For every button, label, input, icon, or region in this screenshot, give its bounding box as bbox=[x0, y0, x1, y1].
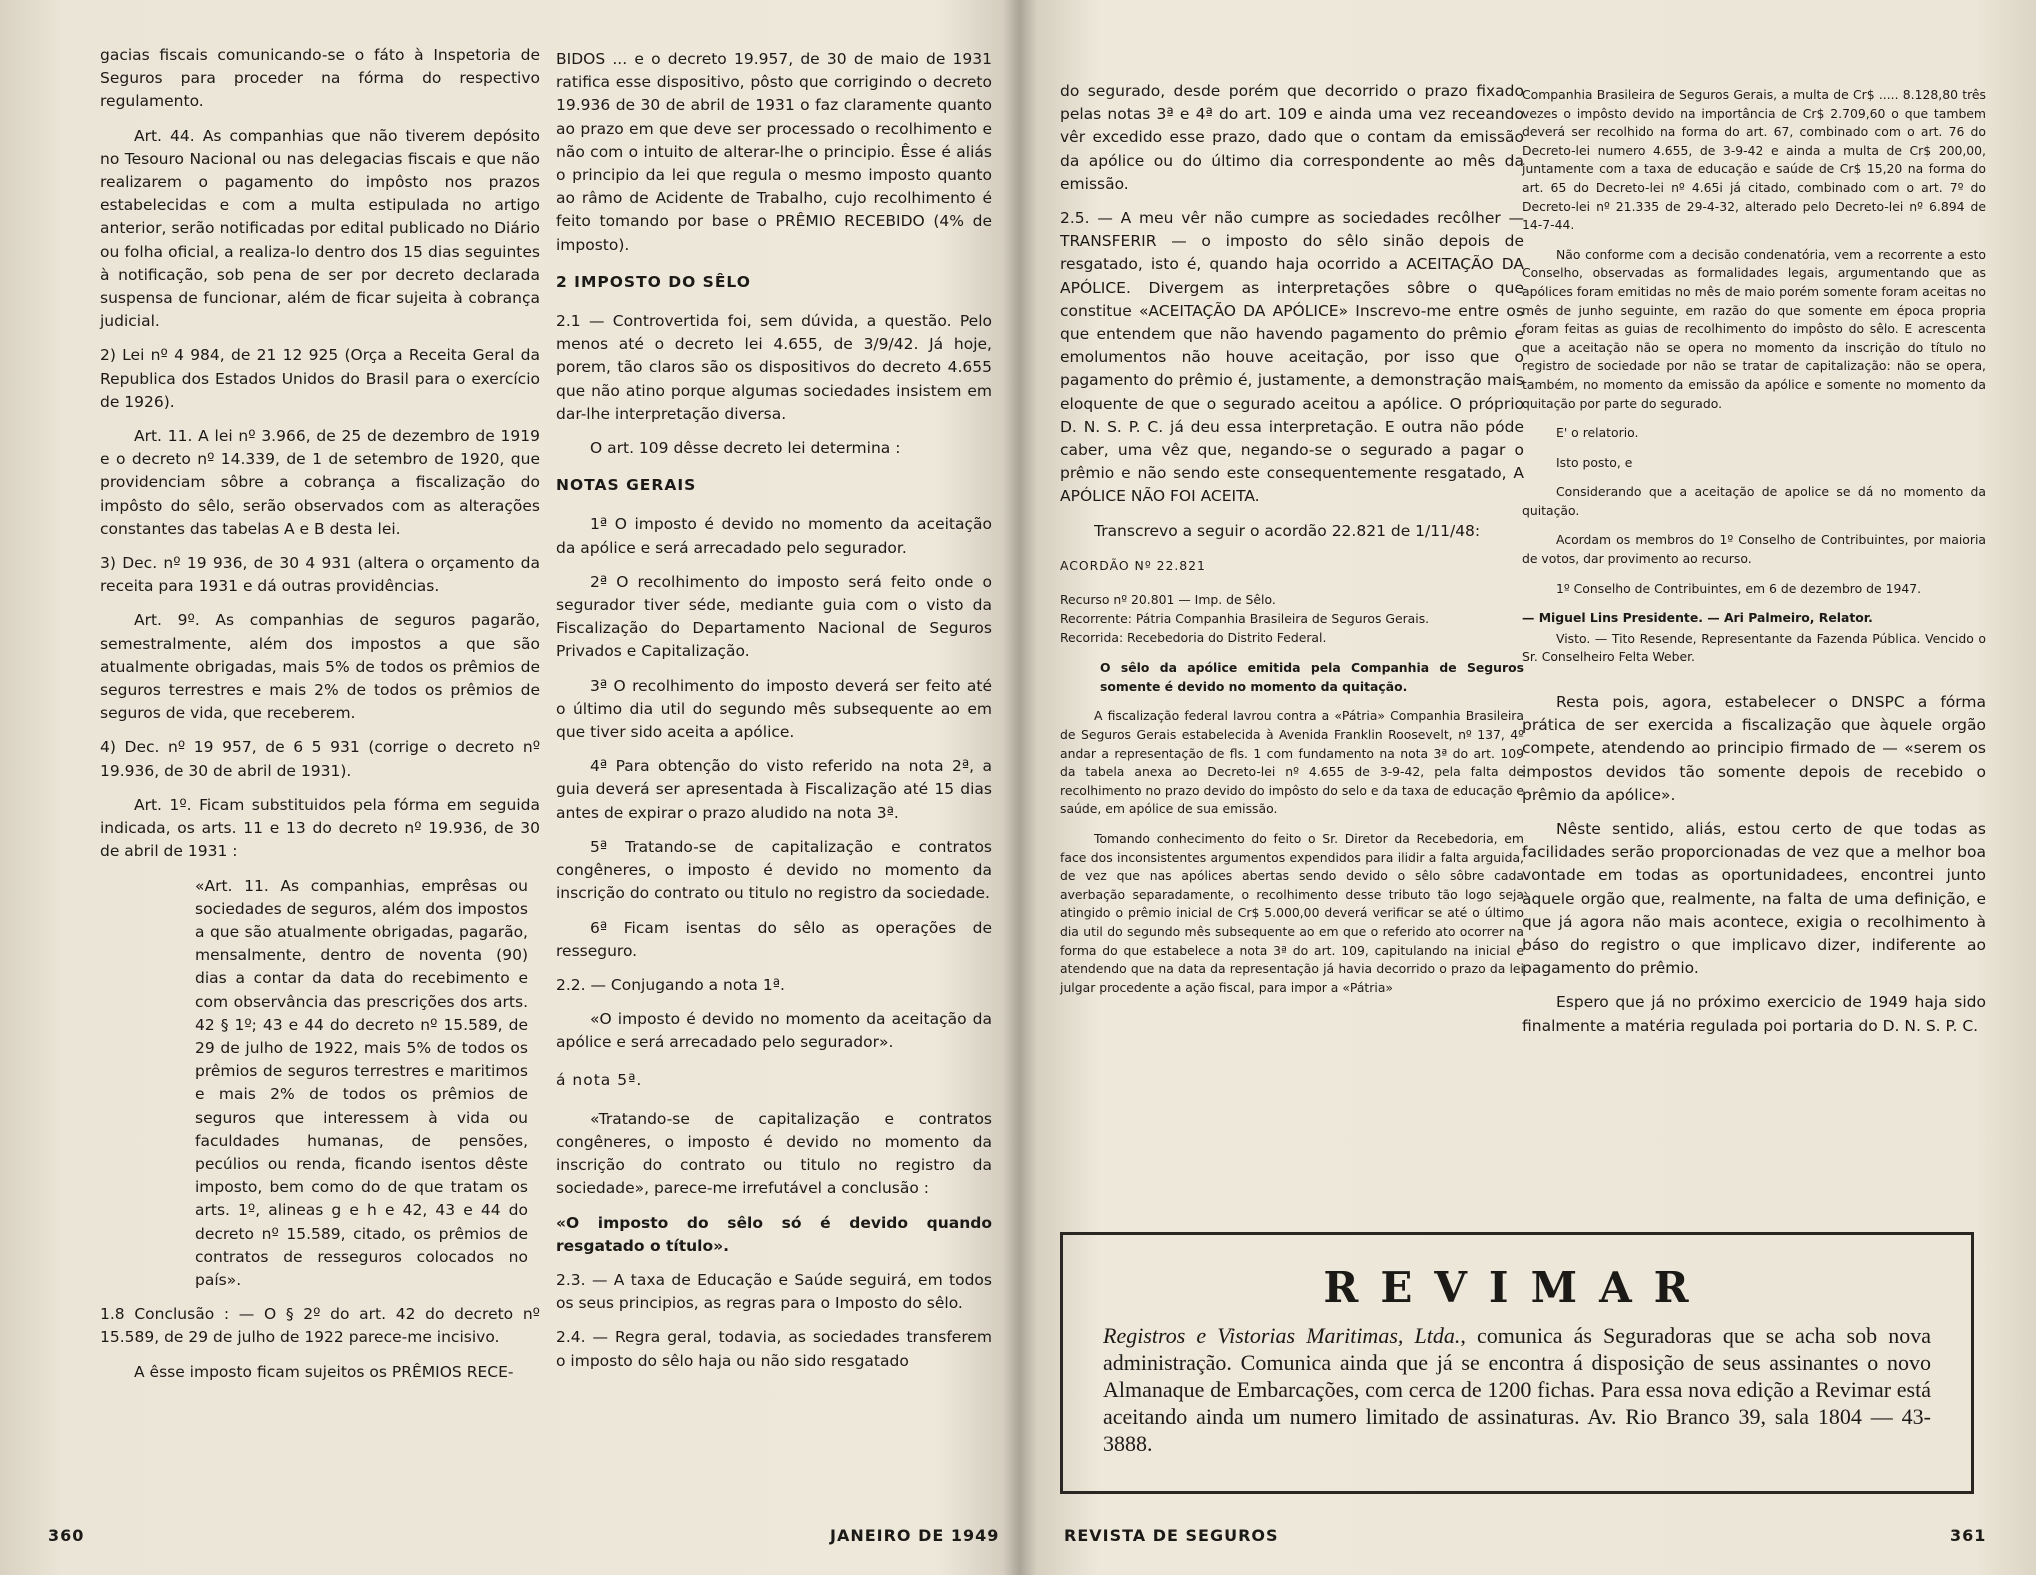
acordao-recurso: Recurso nº 20.801 — Imp. de Sêlo. bbox=[1060, 592, 1276, 608]
acordao-block bbox=[1060, 557, 1524, 997]
acordao-acordam: Acordam os membros do 1º Conselho de Contribuintes, por maioria de votos, dar provimento ao recurso. bbox=[1522, 532, 1986, 567]
advertisement-company-name: Registros e Vistorias Maritimas, Ltda. bbox=[1103, 1323, 1461, 1348]
nota-5: 5ª Tratando-se de capitalização e contratos congêneres, o imposto é devido no momento da inscrição do contrato ou titulo no registro da sociedade. bbox=[556, 837, 992, 903]
paragraph-do-segurado: do segurado, desde porém que decorrido o prazo fixado pelas notas 3ª e 4ª do art. 109 e ainda uma vez receando vêr excedido esse prazo, dado que o contam da emissão da apólice ou do último dia correspondente ao mês da emissão. bbox=[1060, 82, 1524, 193]
paragraph-conclusao: 1.8 Conclusão : — O § 2º do art. 42 do decreto nº 15.589, de 29 de julho de 1922 parece-me incisivo. bbox=[100, 1305, 540, 1347]
paragraph-art-109: O art. 109 dêsse decreto lei determina : bbox=[590, 439, 901, 458]
acordao-data: 1º Conselho de Contribuintes, em 6 de dezembro de 1947. bbox=[1556, 580, 1922, 596]
paragraph-2-2: 2.2. — Conjugando a nota 1ª. bbox=[556, 975, 785, 994]
left-column-1 bbox=[100, 44, 540, 1395]
paragraph-art-9: Art. 9º. As companhias de seguros pagarão, semestralmente, além dos impostos a que são atualmente obrigadas, mais 5% de todos os prêmios de seguros terrestres e mais 2% de todos os prêmios de seguros de vida, que receberem. bbox=[100, 611, 540, 723]
acordao-title: ACORDÃO Nº 22.821 bbox=[1060, 557, 1206, 573]
quote-art-11: «Art. 11. As companhias, emprêsas ou sociedades de seguros, além dos impostos a que são atualmente obrigadas, pagarão, mensalmente, dentro de noventa (90) dias a contar da data do recebimento e com observância das prescrições dos arts. 42 § 1º; 43 e 44 do decreto nº 15.589, de 29 de julho de 1922, mais 5% de todos os prêmios de seguros terrestres e maritimos e mais 2% de todos os prêmios de seguros que interessem à vida ou faculdades humanas, de pensões, pecúlios ou renda, ficando isentos dêste imposto, bem como do de que tratam os arts. 1º, alineas g e h e 42, 43 e 44 do decreto nº 15.589, citado, os prêmios de contratos de resseguros colocados no país». bbox=[195, 876, 528, 1289]
nota-1: 1ª O imposto é devido no momento da aceitação da apólice e será arrecadado pelo segurador. bbox=[556, 515, 992, 557]
paragraph-premios-rece: A êsse imposto ficam sujeitos os PRÊMIOS RECE- bbox=[134, 1362, 514, 1381]
paragraph-espero: Espero que já no próximo exercicio de 1949 haja sido finalmente a matéria regulada poi portaria do D. N. S. P. C. bbox=[1522, 993, 1986, 1035]
conclusion-bold: «O imposto do sêlo só é devido quando resgatado o título». bbox=[556, 1213, 992, 1255]
running-header-revista: REVISTA DE SEGUROS bbox=[1064, 1526, 1279, 1545]
label-a-nota-5: á nota 5ª. bbox=[556, 1070, 643, 1089]
revimar-advertisement bbox=[1060, 1232, 1974, 1494]
paragraph-art-44: Art. 44. As companhias que não tiverem depósito no Tesouro Nacional ou nas delegacias fiscais e que não realizarem o pagamento do impôsto nos prazos estabelecidas e com a multa estipulada no artigo anterior, serão notificadas por edital publicado no Diário ou folha oficial, a realiza-lo dentro dos 15 dias seguintes à notificação, sob pena de ser por decreto declarada suspensa de funcionar, além de ficar sujeita à cobrança judicial. bbox=[100, 126, 540, 331]
paragraph: gacias fiscais comunicando-se o fáto à Inspetoria de Seguros para proceder na fórma do respectivo regulamento. bbox=[100, 46, 540, 111]
acordao-signatures: — Miguel Lins Presidente. — Ari Palmeiro, Relator. bbox=[1522, 610, 1873, 626]
nota-4: 4ª Para obtenção do visto referido na nota 2ª, a guia deverá ser apresentada à Fiscalização até 15 dias antes de expirar o prazo aludido na nota 3ª. bbox=[556, 757, 992, 822]
paragraph-bidos: BIDOS ... e o decreto 19.957, de 30 de maio de 1931 ratifica esse dispositivo, pôsto que corrigindo o decreto 19.936 de 30 de abril de 1931 o faz claramente quanto ao prazo em que deve ser processado o recolhimento e não com o intuito de alterar-lhe o principio. Êsse é aliás o principio da lei que regula o mesmo imposto quanto ao râmo de Acidente de Trabalho, cujo recolhimento é feito tomando por base o PRÊMIO RECEBIDO (4% de imposto). bbox=[556, 50, 992, 254]
right-column-2 bbox=[1522, 86, 1986, 1049]
paragraph-resta-pois: Resta pois, agora, estabelecer o DNSPC a fórma prática de ser exercida a fiscalização que àquele orgão compete, atendendo ao principio firmado de — «serem os impostos devidos tão somente depois de recebido o prêmio da apólice». bbox=[1522, 693, 1986, 804]
acordao-relatorio: E' o relatorio. bbox=[1556, 425, 1639, 441]
acordao-ementa: O sêlo da apólice emitida pela Companhia de Seguros somente é devido no momento da quitação. bbox=[1100, 660, 1524, 694]
paragraph-2-3: 2.3. — A taxa de Educação e Saúde seguirá, em todos os seus principios, as regras para o Imposto do sêlo. bbox=[556, 1270, 992, 1313]
paragraph-2-5: 2.5. — A meu vêr não cumpre as sociedades recôlher — TRANSFERIR — o imposto do sêlo sinão depois de resgatado, isto é, quando haja ocorrido a ACEITAÇÃO DA APÓLICE. Divergem as interpretações sôbre o que constitue «ACEITAÇÃO DA APÓLICE» Inscrevo-me entre os que entendem que não havendo pagamento do prêmio e emolumentos não houve aceitação, por isso que o pagamento do prêmio é, justamente, a demonstração mais eloquente de que o segurado aceitou a apólice. O próprio D. N. S. P. C. já deu essa interpretação. E outra não póde caber, uma vêz que, negando-se o segurado a pagar o prêmio e não sendo este consequentemente resgatado, A APÓLICE NÃO FOI ACEITA. bbox=[1060, 209, 1524, 506]
acordao-recorrente: Recorrente: Pátria Companhia Brasileira de Seguros Gerais. bbox=[1060, 611, 1430, 627]
acordao-fiscalizacao: A fiscalização federal lavrou contra a «Pátria» Companhia Brasileira de Seguros Gerais estabelecida à Avenida Franklin Roosevelt, nº 137, 4º andar a representação de fls. 1 com fundamento na nota 3ª do art. 109 da tabela anexa ao Decreto-lei nº 4.655 de 3-9-42, pela falta de recolhimento no prazo devido do impôsto do selo e da taxa de educação e saúde, em apólice de sua emissão. bbox=[1060, 708, 1524, 817]
nota-6: 6ª Ficam isentas do sêlo as operações de resseguro. bbox=[556, 918, 992, 960]
quote-nota-5: «Tratando-se de capitalização e contratos congêneres, o imposto é devido no momento da inscrição do contrato ou titulo no registro da sociedade», parece-me irrefutável a conclusão : bbox=[556, 1109, 992, 1198]
advertisement-title: REVIMAR bbox=[1323, 1263, 1711, 1312]
paragraph-lei-4984: 2) Lei nº 4 984, de 21 12 925 (Orça a Receita Geral da Republica dos Estados Unidos do Brasil para o exercício de 1926). bbox=[100, 346, 540, 411]
paragraph-neste-sentido: Nêste sentido, aliás, estou certo de que todas as facilidades serão proporcionadas de vez que a melhor boa vontade em todas as oportunidadees, encontrei junto àquele orgão que, realmente, na falta de uma definição, e que já agora não mais acontece, exigia o recolhimento à báso do registro o que implicavo dizer, indiferente ao pagamento do prêmio. bbox=[1522, 820, 1986, 978]
paragraph-2-4: 2.4. — Regra geral, todavia, as sociedades transferem o imposto do sêlo haja ou não sido resgatado bbox=[556, 1328, 992, 1370]
acordao-tomando: Tomando conhecimento do feito o Sr. Diretor da Recebedoria, em face dos inconsistentes argumentos expendidos para ilidir a falta arguida, de vez que nas apólices abertas sendo devido o sêlo sôbre cada averbação separadamente, o recolhimento desse tributo tão logo seja atingido o prêmio inicial de Cr$ 5.000,00 deverá verificar se até o último dia util do segundo mês subsequente ao em que o referido ato ocorrer na forma do que estabelece a nota 3ª do art. 109, capitulando na inicial e atendendo que na data da representação já havia decorrido o prazo da lei julgar procedente a ação fiscal, para impor a «Pátria» bbox=[1060, 830, 1524, 995]
advertisement-body bbox=[1103, 1322, 1931, 1457]
paragraph-dec-19936: 3) Dec. nº 19 936, de 30 4 931 (altera o orçamento da receita para 1931 e dá outras providências. bbox=[100, 554, 540, 596]
acordao-companhia: Companhia Brasileira de Seguros Gerais, a multa de Cr$ ..... 8.128,80 três vezes o impôsto devido na importância de Cr$ 2.709,60 o que tambem deverá ser recolhido na forma do art. 67, combinado com o art. 76 do Decreto-lei numero 4.655, de 3-9-42 e ainda a multa de Cr$ 200,00, juntamente com a taxa de educação e saúde de Cr$ 15,20 na forma do art. 65 do Decreto-lei nº 4.65i já citado, combinado com o art. 7º do Decreto-lei nº 21.335 de 29-4-32, alterado pelo Decreto-lei nº 6.894 de 14-7-44. bbox=[1522, 87, 1986, 233]
acordao-nao-conforme: Não conforme com a decisão condenatória, vem a recorrente a esto Conselho, observadas as formalidades legais, argumentando que as apólices foram emitidas no mês de maio porém somente foram aceitas no mês de junho seguinte, em razão do que somente em época propria foram feitas as guias de recolhimento do impôsto do sêlo. E acrescenta que a aceitação não se opera no momento da inscrição do título no registro de sociedade por não se tratar de capitalização: não se opera, também, no momento da emissão da apólice e somente no momento da quitação por parte do segurado. bbox=[1522, 246, 1986, 411]
acordao-isto-posto: Isto posto, e bbox=[1556, 454, 1633, 470]
nota-2: 2ª O recolhimento do imposto será feito onde o segurador tiver séde, mediante guia com o visto da Fiscalização do Departamento Nacional de Seguros Privados e Capitalização. bbox=[556, 572, 992, 661]
right-column-1 bbox=[1060, 80, 1524, 1008]
acordao-visto: Visto. — Tito Resende, Representante da Fazenda Pública. Vencido o Sr. Conselheiro Felta Weber. bbox=[1522, 630, 1986, 665]
paragraph-art-11: Art. 11. A lei nº 3.966, de 25 de dezembro de 1919 e o decreto nº 14.339, de 1 de setembro de 1920, que providenciam sôbre a cobrança a fiscalização do impôsto do sêlo, serão observados com as alterações constantes das tabelas A e B desta lei. bbox=[100, 427, 540, 538]
quote-nota-1: «O imposto é devido no momento da aceitação da apólice e será arrecadado pelo segurador». bbox=[556, 1010, 992, 1052]
paragraph-2-1: 2.1 — Controvertida foi, sem dúvida, a questão. Pelo menos até o decreto lei 4.655, de 3/9/42. Já hoje, porem, tão claros são os dispositivos do decreto 4.655 que não atino porque algumas sociedades insistem em dar-lhe interpretação diversa. bbox=[556, 312, 992, 423]
section-heading-notas-gerais: NOTAS GERAIS bbox=[556, 476, 697, 495]
nota-3: 3ª O recolhimento do imposto deverá ser feito até o último dia util do segundo mês subsequente ao em que tiver sido aceita a apólice. bbox=[556, 676, 992, 742]
advertisement-text: , comunica ás Seguradoras que se acha sob nova administração. Comunica ainda que já se encontra á disposição de seus assinantes o novo Almanaque de Embarcações, com cerca de 1200 fichas. Para essa nova edição a Revimar está aceitando ainda um numero limitado de assinaturas. Av. Rio Branco 39, sala 1804 — 43-3888. bbox=[1103, 1323, 1931, 1456]
paragraph-art-1: Art. 1º. Ficam substituidos pela fórma em seguida indicada, os arts. 11 e 13 do decreto nº 19.936, de 30 de abril de 1931 : bbox=[100, 795, 540, 861]
acordao-considerando: Considerando que a aceitação de apolice se dá no momento da quitação. bbox=[1522, 484, 1986, 518]
paragraph-transcrevo: Transcrevo a seguir o acordão 22.821 de 1/11/48: bbox=[1094, 521, 1481, 540]
page-number-right: 361 bbox=[1950, 1526, 1987, 1545]
page-number-left: 360 bbox=[48, 1526, 85, 1545]
paragraph-dec-19957: 4) Dec. nº 19 957, de 6 5 931 (corrige o decreto nº 19.936, de 30 de abril de 1931). bbox=[100, 738, 540, 780]
left-page bbox=[0, 0, 1010, 1575]
section-heading-imposto-do-selo: 2 IMPOSTO DO SÊLO bbox=[556, 272, 751, 291]
acordao-recorrida: Recorrida: Recebedoria do Distrito Federal. bbox=[1060, 629, 1327, 645]
left-column-2 bbox=[556, 48, 992, 1384]
running-footer-date: JANEIRO DE 1949 bbox=[830, 1526, 1000, 1545]
